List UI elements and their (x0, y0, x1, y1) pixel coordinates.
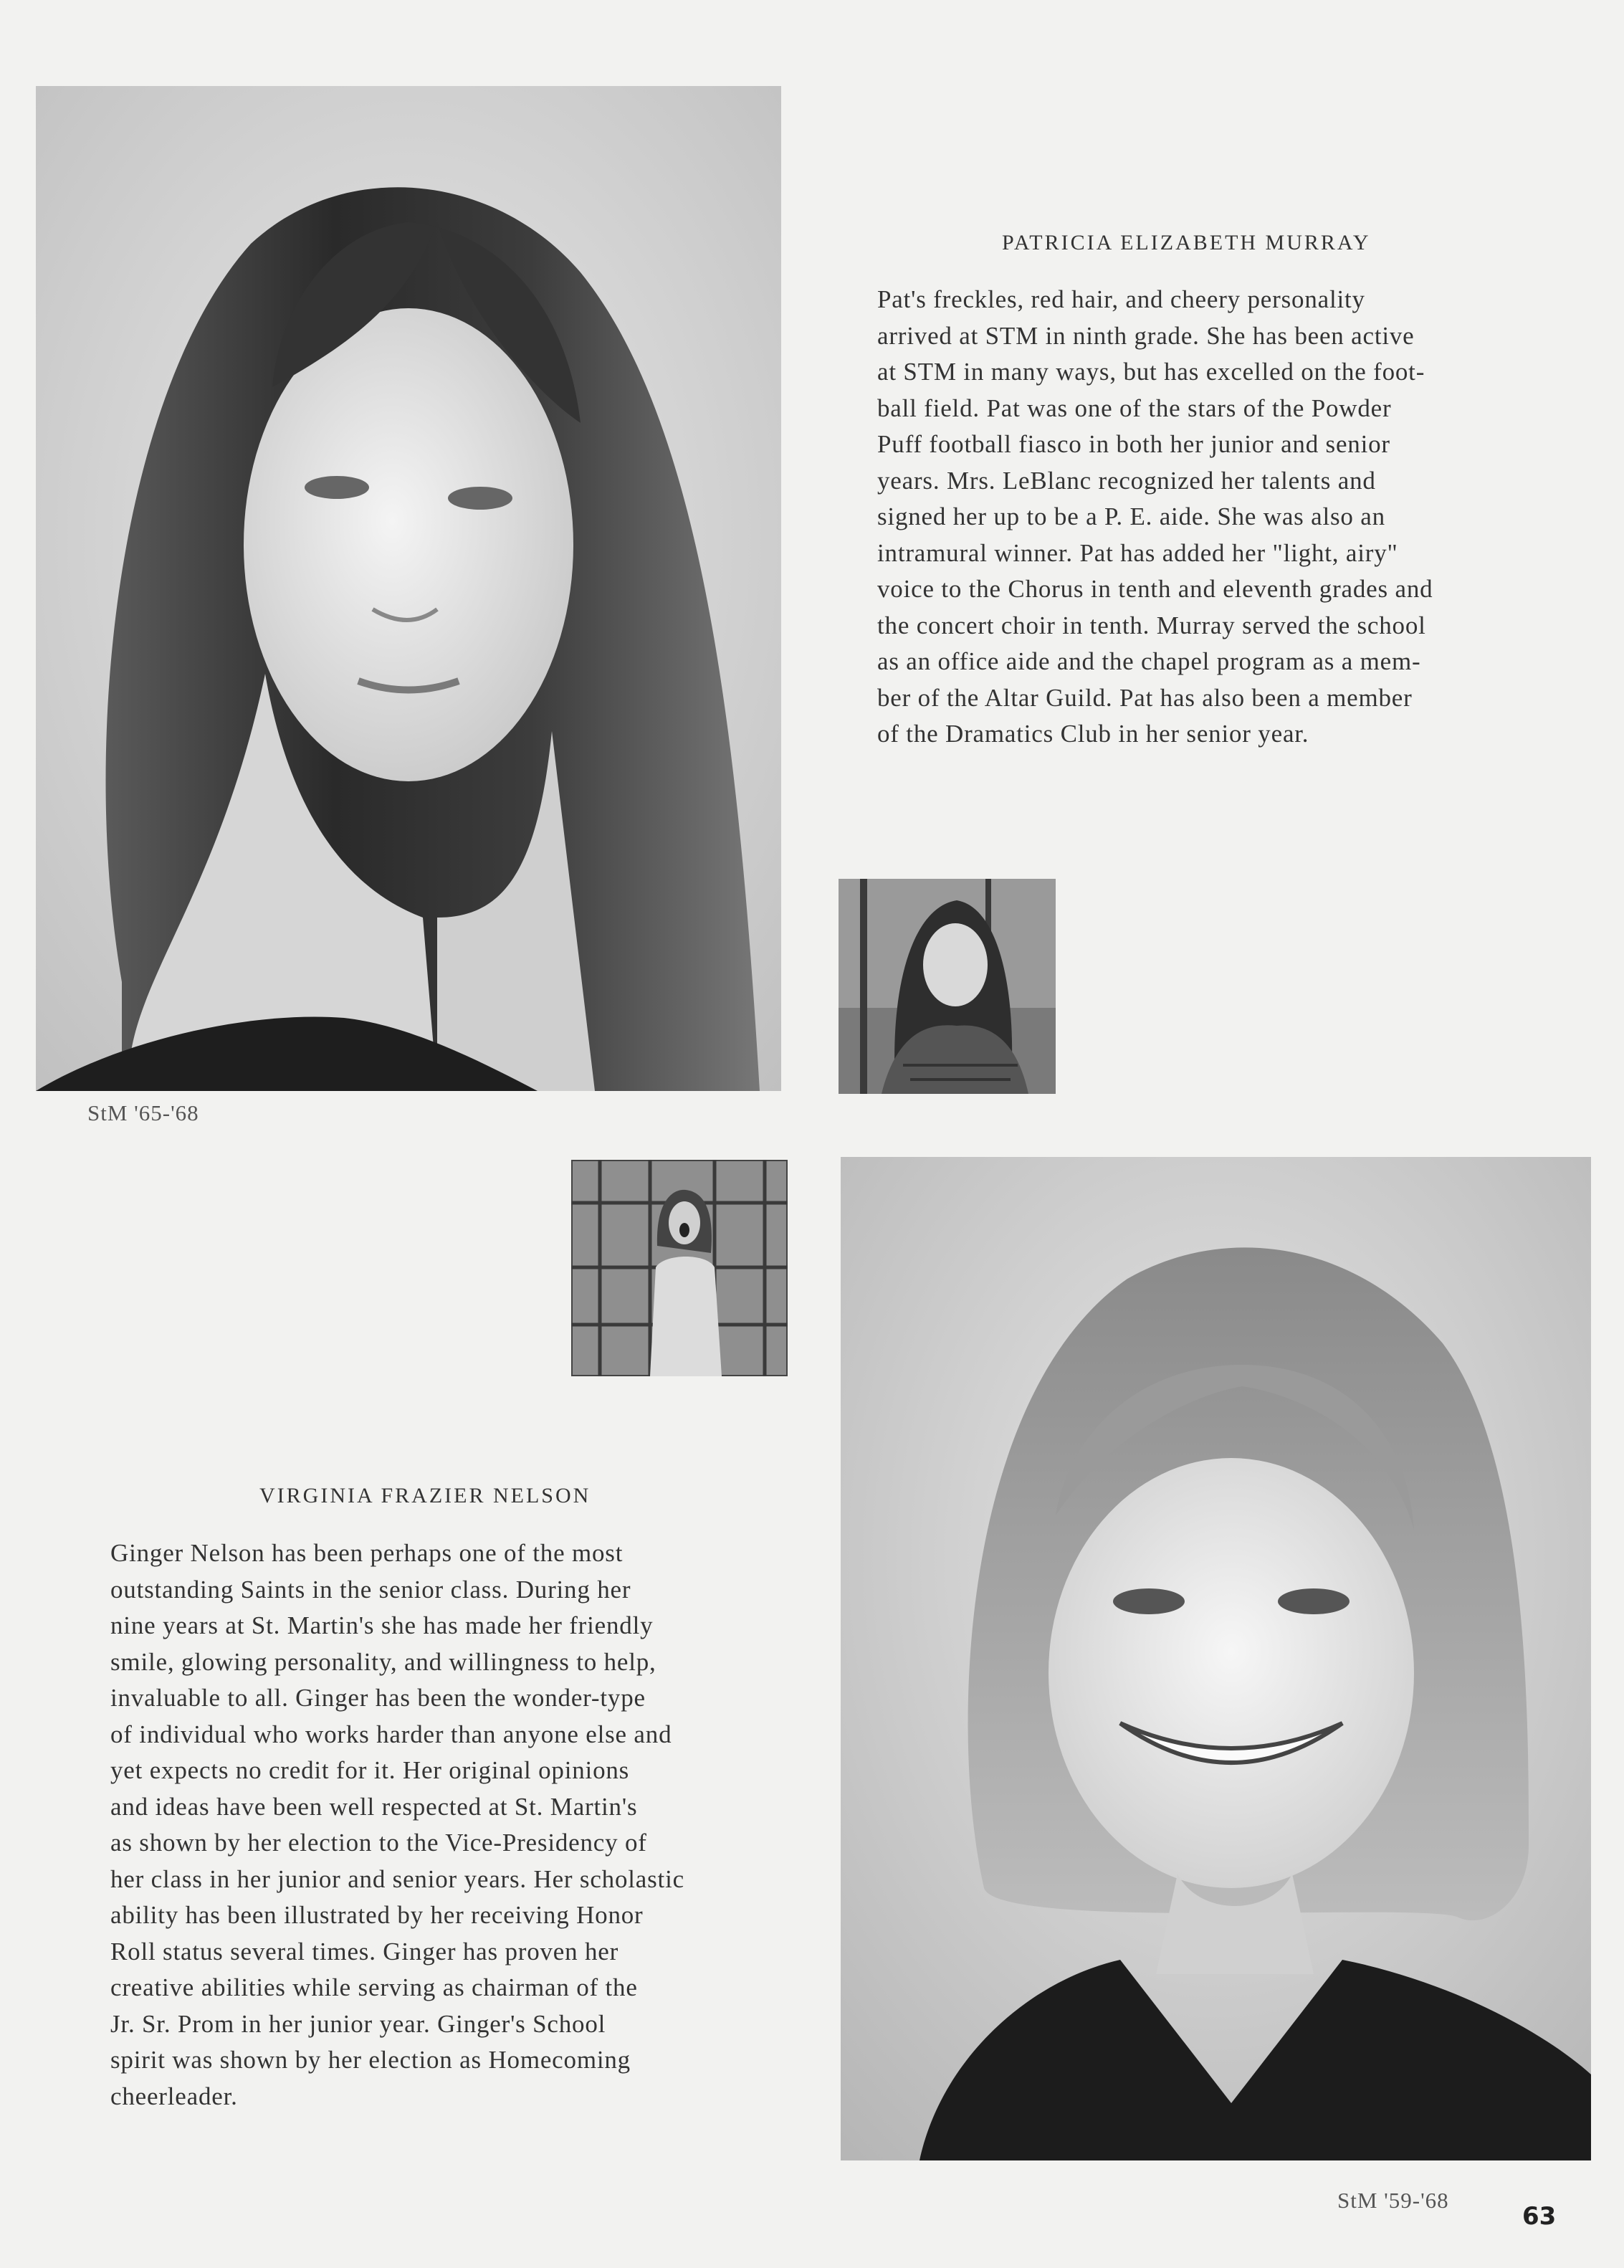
portrait-photo-virginia-nelson (841, 1157, 1591, 2160)
bio-line: signed her up to be a P. E. aide. She was also an (877, 502, 1385, 530)
bio-line: of individual who works harder than anyone else and (110, 1720, 672, 1748)
page-number: 63 (1522, 2202, 1557, 2231)
bio-line: as an office aide and the chapel program as a mem- (877, 647, 1421, 675)
bio-line: the concert choir in tenth. Murray served the school (877, 611, 1426, 639)
bio-line: of the Dramatics Club in her senior year. (877, 720, 1309, 748)
bio-line: invaluable to all. Ginger has been the wonder-type (110, 1684, 646, 1712)
bio-line: as shown by her election to the Vice-Presidency of (110, 1829, 647, 1857)
bio-line: Jr. Sr. Prom in her junior year. Ginger's School (110, 2009, 606, 2038)
bio-line: voice to the Chorus in tenth and eleventh grades and (877, 575, 1433, 603)
bio-line: Puff football fiasco in both her junior and senior (877, 430, 1390, 458)
years-caption-patricia-murray: StM '65-'68 (87, 1100, 199, 1125)
bio-line: creative abilities while serving as chairman of the (110, 1973, 638, 2001)
student-name-patricia-murray: PATRICIA ELIZABETH MURRAY (1002, 231, 1371, 254)
bio-line: at STM in many ways, but has excelled on the foot- (877, 358, 1425, 386)
bio-virginia-nelson (110, 1535, 684, 2115)
bio-line: yet expects no credit for it. Her original opinions (110, 1756, 630, 1784)
bio-line: Roll status several times. Ginger has proven her (110, 1937, 619, 1966)
student-name-virginia-nelson: VIRGINIA FRAZIER NELSON (259, 1484, 591, 1507)
bio-line: ber of the Altar Guild. Pat has also been a member (877, 683, 1413, 712)
bio-line: ability has been illustrated by her receiving Honor (110, 1901, 644, 1929)
bio-patricia-murray (877, 282, 1433, 753)
bio-line: years. Mrs. LeBlanc recognized her talents and (877, 466, 1376, 495)
bio-line: her class in her junior and senior years. Her scholastic (110, 1864, 684, 1893)
bio-line: nine years at St. Martin's she has made her friendly (110, 1611, 654, 1639)
bio-line: and ideas have been well respected at St. Martin's (110, 1792, 638, 1821)
bio-line: intramural winner. Pat has added her "light, airy" (877, 538, 1398, 567)
portrait-photo-patricia-murray (36, 86, 781, 1091)
bio-line: cheerleader. (110, 2082, 238, 2110)
candid-photo-patricia-murray (839, 879, 1056, 1094)
bio-line: Ginger Nelson has been perhaps one of the most (110, 1539, 624, 1567)
bio-line: smile, glowing personality, and willingness to help, (110, 1647, 656, 1676)
candid-photo-virginia-nelson (571, 1160, 788, 1376)
bio-line: spirit was shown by her election as Homecoming (110, 2046, 631, 2074)
years-caption-virginia-nelson: StM '59-'68 (1337, 2188, 1449, 2213)
bio-line: outstanding Saints in the senior class. During her (110, 1575, 631, 1604)
bio-line: ball field. Pat was one of the stars of the Powder (877, 394, 1392, 422)
bio-line: Pat's freckles, red hair, and cheery personality (877, 285, 1365, 313)
bio-line: arrived at STM in ninth grade. She has been active (877, 321, 1415, 350)
